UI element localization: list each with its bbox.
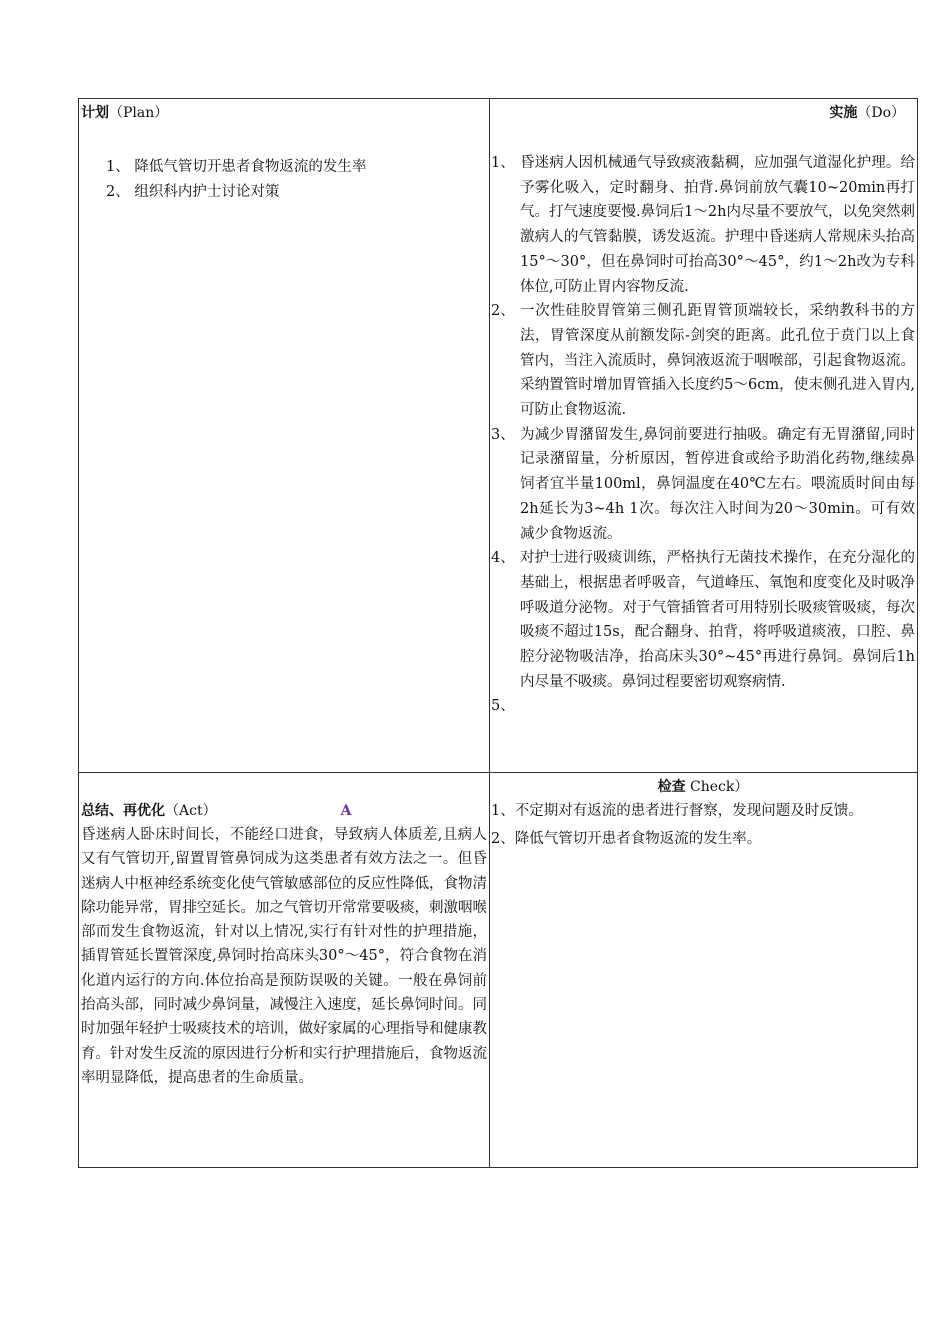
do-item-number: 5、 [491,698,515,715]
plan-title-en: （Plan） [109,105,169,121]
act-summary-text: 昏迷病人卧床时间长，不能经口进食，导致病人体质差,且病人又有气管切开,留置胃管鼻饲成为这类患者有效方法之一。但昏迷病人中枢神经系统变化使气管敏感部位的反应性降低，食物清除功能异常，胃排空延长。加之气管切开常常要吸痰，刺激咽喉部而发生食物返流，针对以上情况,实行有针对性的护理措施，插胃管延长置管深度,鼻饲时抬高床头30°～45°，符合食物在消化道内运行的方向.体位抬高是预防误吸的关键。一般在鼻饲前抬高头部，同时减少鼻饲量，减慢注入速度，延长鼻饲时间。同时加强年轻护士吸痰技术的培训，做好家属的心理指导和健康教育。针对发生反流的原因进行分析和实行护理措施后，食物返流率明显降低，提高患者的生命质量。 [81,827,487,1086]
do-item [490,694,917,719]
check-title: 检查 [657,779,686,795]
plan-item: 2、 组织科内护士讨论对策 [106,184,280,200]
check-heading [490,773,917,799]
check-item: 2、降低气管切开患者食物返流的发生率。 [491,830,762,847]
act-heading [79,773,489,823]
plan-heading [79,99,489,125]
act-cell [79,773,490,1168]
pdca-row-top [79,99,918,773]
pdca-row-bottom [79,773,918,1168]
check-item: 1、不定期对有返流的患者进行督察，发现问题及时反馈。 [491,803,863,819]
do-item [490,423,917,547]
do-item-text: 为减少胃潴留发生,鼻饲前要进行抽吸。确定有无胃潴留,同时记录潴留量，分析原因，暂停进食或给予助消化药物,继续鼻饲者宜半量100ml，鼻饲温度在40℃左右。喂流质时间由每2h延长为3~4h 1次。每次注入时间为20～30min。可有效减少食物返流。 [520,426,915,542]
do-item-text [520,698,525,714]
do-heading [490,99,917,125]
pdca-table [78,98,918,1168]
act-title: 总结、再优化 [81,803,165,819]
do-cell [490,99,918,773]
do-list [490,151,917,719]
do-item [490,546,917,694]
do-title: 实施 [829,105,858,121]
do-item-number: 2、 [491,303,515,320]
act-letter: A [340,803,352,819]
plan-cell [79,99,490,773]
do-item-number: 3、 [491,426,515,443]
do-item-text: 昏迷病人因机械通气导致痰液黏稠，应加强气道湿化护理。给予雾化吸入，定时翻身、拍背.鼻饲前放气囊10~20min再打气。打气速度要慢.鼻饲后1～2h内尽量不要放气，以免突然刺激病人的气管黏膜，诱发返流。护理中昏迷病人常规床头抬高15°～30°，但在鼻饲时可抬高30°～45°，约1～2h改为专科体位,可防止胃内容物反流. [520,155,915,295]
do-item-number: 4、 [491,550,515,567]
do-item [490,299,917,423]
check-list [490,799,917,851]
act-title-en: （Act） [165,803,217,819]
plan-list [79,155,489,205]
check-cell [490,773,918,1168]
do-item [490,151,917,299]
do-item-text: 对护士进行吸痰训练，严格执行无菌技术操作，在充分湿化的基础上，根据患者呼吸音，气道峰压、氧饱和度变化及时吸净呼吸道分泌物。对于气管插管者可用特别长吸痰管吸痰，每次吸痰不超过15s，配合翻身、拍背，将呼吸道痰液，口腔、鼻腔分泌物吸洁净，抬高床头30°~45°再进行鼻饲。鼻饲后1h内尽量不吸痰。鼻饲过程要密切观察病情. [520,550,915,690]
do-item-text: 一次性硅胶胃管第三侧孔距胃管顶端较长，采纳教科书的方法，胃管深度从前额发际-剑突的距离。此孔位于贲门以上食管内，当注入流质时，鼻饲液返流于咽喉部，引起食物返流。采纳置管时增加胃管插入长度约5～6cm，使末侧孔进入胃内,可防止食物返流. [520,303,915,419]
plan-item: 1、 降低气管切开患者食物返流的发生率 [106,159,367,175]
do-title-en: （Do） [857,105,905,121]
plan-title: 计划 [81,105,109,121]
check-title-en: Check） [685,779,749,795]
do-item-number: 1、 [491,155,515,171]
